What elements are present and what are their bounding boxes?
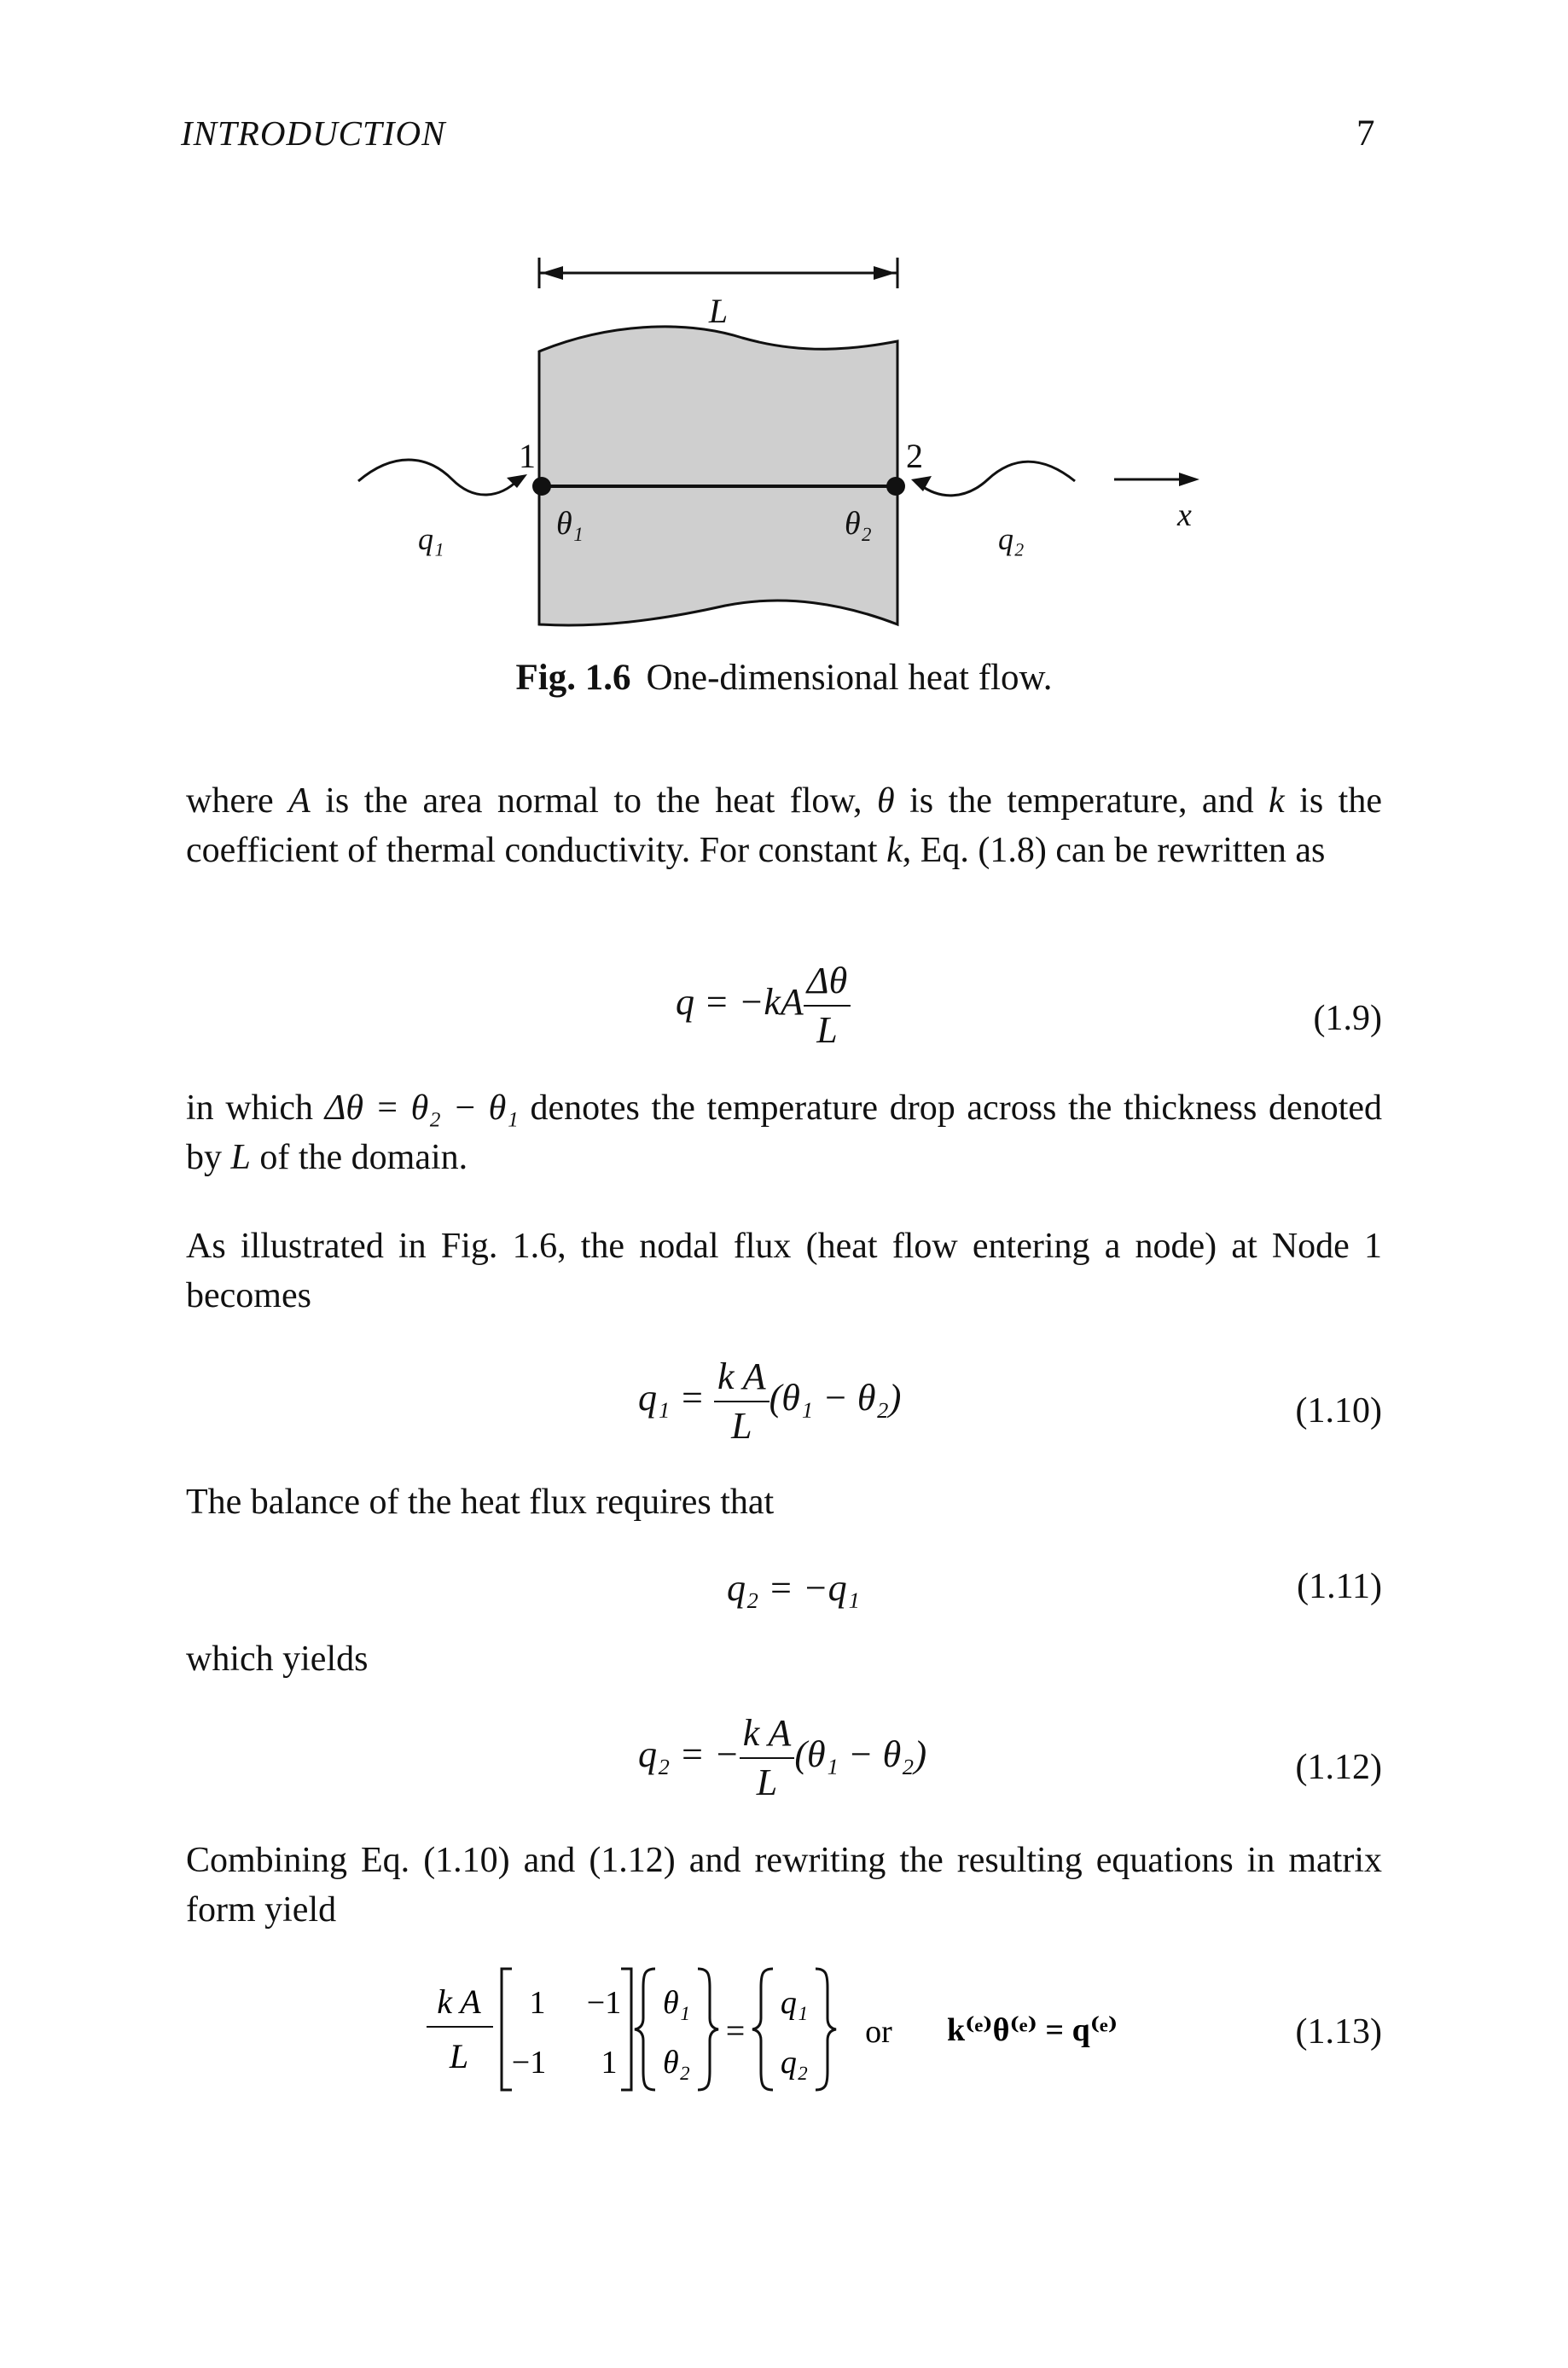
paragraph-2: in which Δθ = θ₂ − θ₁ denotes the temperature drop across the thickness denoted by L of the domain. [186,1088,1383,1177]
equation-1-12: q₂ = − $\frac{\text{k A}}{L}$ (θ₁ − θ₂) [638,1712,927,1803]
paragraph-3: As illustrated in Fig. 1.6, the nodal flux (heat flow entering a node) at Node 1 becomes [186,1227,1382,1315]
caption-number: Fig. 1.6 [515,658,631,698]
node-1 [532,477,551,496]
page-number: 7 [1356,113,1375,154]
matrix-left-bracket [502,1969,512,2090]
equation-1-13 [427,1962,1194,2107]
matrix-12: −1 [586,1985,622,2021]
theta-vector-2: θ₂ [663,2045,690,2081]
eq113-compact-form: k⁽ᵉ⁾θ⁽ᵉ⁾ = q⁽ᵉ⁾ [947,2012,1118,2048]
eq19-fraction: $\frac{\Delta\theta}{L}$ [804,962,851,1049]
theta-left-brace [635,1969,655,2090]
matrix-11: 1 [529,1985,546,2021]
figure-caption [0,657,1568,699]
q1-flux-arrow [358,460,519,495]
q-vector-2: q₂ [780,2045,809,2081]
eq113-or: or [865,2014,892,2050]
q-right-brace [816,1969,836,2090]
equation-number-1-12: (1.12) [1295,1748,1382,1787]
equation-number-1-13: (1.13) [1295,2012,1382,2052]
equation-number-1-9: (1.9) [1313,999,1382,1038]
eq113-denominator: L [449,2037,469,2075]
paragraph-1: where A is the area normal to the heat flow, θ is the temperature, and k is the coefficient of thermal conductivity. For constant k, Eq. (1.8) can be rewritten as [186,781,1382,870]
q2-label: q₂ [998,522,1025,556]
equation-1-11: q₂ = −q₁ [727,1567,860,1609]
q-left-brace [752,1969,773,2090]
equation-number-1-10: (1.10) [1295,1391,1382,1431]
length-left-arrowhead [541,266,563,280]
matrix-21: −1 [511,2045,547,2081]
equation-1-9: q = −kA $\frac{\Delta\theta}{L}$ [676,962,851,1049]
length-right-arrowhead [874,266,896,280]
heat-flow-figure [324,256,1280,699]
matrix-22: 1 [601,2045,618,2081]
theta-vector-1: θ₁ [663,1985,690,2021]
matrix-right-bracket [621,1969,631,2090]
theta-1-label: θ₁ [556,506,584,542]
x-axis-arrowhead [1179,473,1199,486]
node-2 [886,477,905,496]
equation-number-1-11: (1.11) [1297,1567,1382,1606]
q1-label: q₁ [418,522,444,556]
paragraph-6: Combining Eq. (1.10) and (1.12) and rewriting the resulting equations in matrix form yield [186,1841,1382,1930]
q2-flux-arrow [920,461,1075,496]
x-axis-label: x [1177,497,1192,533]
q-vector-1: q₁ [780,1985,809,2021]
node-2-label: 2 [906,437,923,475]
theta-right-brace [698,1969,718,2090]
length-label: L [708,292,729,330]
paragraph-5: which yields [186,1640,369,1679]
equation-1-10: q₁ = $\frac{\text{k A}}{L}$ (θ₁ − θ₂) [638,1355,902,1447]
node-1-label: 1 [519,437,536,475]
paragraph-4: The balance of the heat flux requires that [186,1483,775,1522]
eq113-numerator: k A [437,1982,481,2021]
running-header: INTRODUCTION [181,113,446,153]
domain-block [539,327,897,625]
theta-2-label: θ₂ [845,506,872,542]
caption-text: One-dimensional heat flow. [646,658,1053,698]
eq113-equals: = [725,2011,746,2050]
